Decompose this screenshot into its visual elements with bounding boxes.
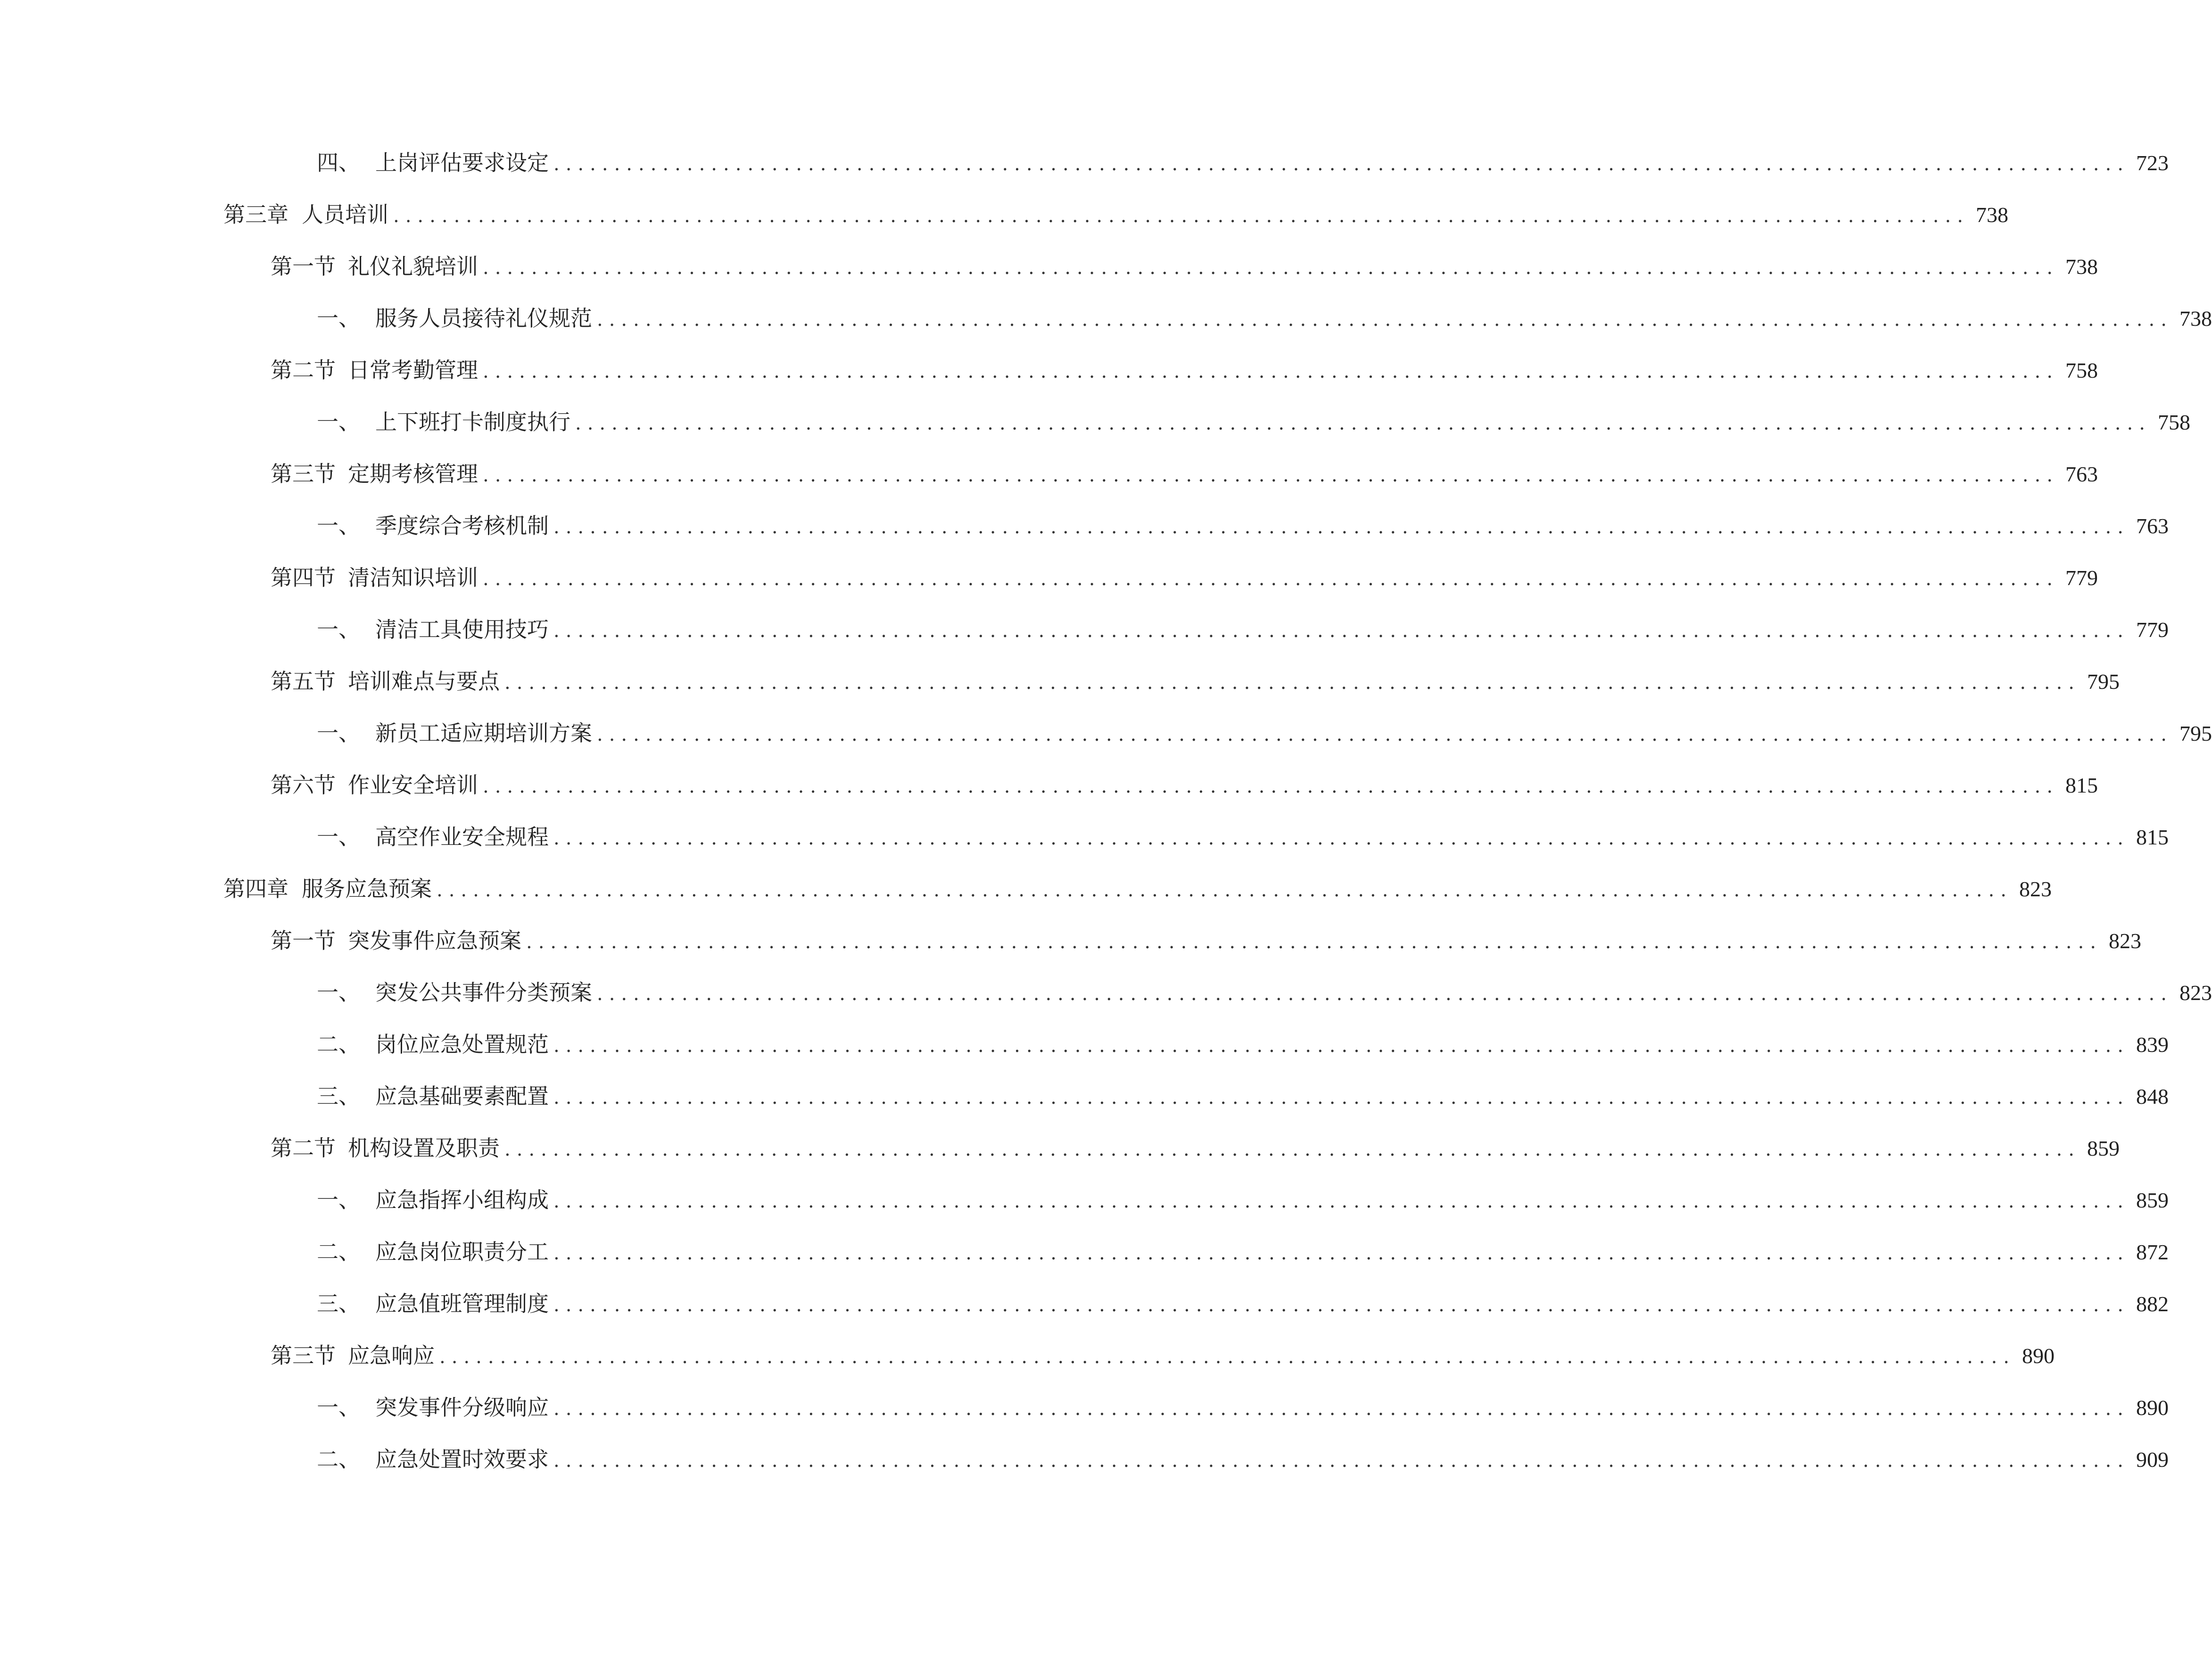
toc-row — [0, 552, 2098, 604]
toc-dot-leader: .................................................................................................................................. — [553, 1242, 2129, 1264]
toc-row — [0, 811, 2169, 863]
toc-entry-label — [317, 976, 592, 1009]
toc-entry-title: 应急基础要素配置 — [375, 1083, 549, 1109]
toc-page-number: 779 — [2136, 618, 2169, 642]
toc-page-number: 872 — [2136, 1240, 2169, 1264]
toc-entry-label — [317, 146, 549, 179]
toc-dot-leader: .................................................................................................................................. — [597, 983, 2173, 1005]
toc-entry-title: 清洁知识培训 — [348, 565, 478, 590]
toc-entry-label — [271, 665, 500, 698]
toc-dot-leader: .................................................................................................................................. — [483, 568, 2059, 590]
toc-entry-link[interactable] — [317, 1443, 2169, 1476]
toc-dot-leader: .................................................................................................................................. — [575, 413, 2151, 434]
toc-entry-number: 第二节 — [271, 1135, 336, 1161]
toc-page-number: 882 — [2136, 1292, 2169, 1316]
toc-row — [0, 189, 2008, 240]
toc-entry-label — [271, 924, 521, 957]
toc-entry-label — [271, 769, 478, 802]
toc-page-number: 890 — [2022, 1344, 2055, 1368]
toc-entry-label — [317, 1443, 549, 1476]
toc-page-number: 758 — [2157, 410, 2190, 434]
toc-entry-link[interactable] — [223, 872, 2052, 905]
toc-page-number: 738 — [2065, 255, 2098, 279]
toc-entry-number: 二、 — [317, 1032, 360, 1057]
toc-entry-title: 新员工适应期培训方案 — [375, 720, 592, 746]
toc-dot-leader: .................................................................................................................................. — [553, 1294, 2129, 1316]
toc-dot-leader: .................................................................................................................................. — [597, 724, 2173, 745]
toc-entry-label — [317, 302, 592, 335]
toc-entry-number: 一、 — [317, 1395, 360, 1420]
toc-entry-link[interactable] — [271, 1339, 2055, 1372]
toc-row — [0, 1278, 2169, 1330]
toc-entry-link[interactable] — [317, 1235, 2169, 1268]
toc-entry-title: 突发事件分级响应 — [375, 1395, 549, 1420]
toc-dot-leader: .................................................................................................................................. — [553, 1035, 2129, 1057]
toc-entry-label — [317, 1028, 549, 1061]
toc-page-number: 815 — [2065, 773, 2098, 797]
toc-page-number: 795 — [2179, 721, 2212, 745]
toc-entry-number: 一、 — [317, 409, 360, 435]
toc-entry-link[interactable] — [271, 250, 2098, 283]
toc-entry-link[interactable] — [317, 1183, 2169, 1216]
toc-entry-link[interactable] — [271, 457, 2098, 490]
toc-page-number: 909 — [2136, 1447, 2169, 1472]
toc-page-number: 738 — [1975, 203, 2008, 227]
toc-row — [0, 1122, 2120, 1174]
toc-entry-number: 第五节 — [271, 669, 336, 694]
toc-entry-title: 日常考勤管理 — [348, 357, 478, 383]
toc-page-number: 779 — [2065, 566, 2098, 590]
toc-entry-number: 第一节 — [271, 254, 336, 279]
toc-entry-label — [271, 354, 478, 387]
toc-dot-leader: .................................................................................................................................. — [393, 205, 1969, 227]
toc-entry-title: 季度综合考核机制 — [375, 513, 549, 538]
toc-page-number: 815 — [2136, 825, 2169, 849]
toc-dot-leader: .................................................................................................................................. — [437, 879, 2013, 901]
toc-entry-number: 第二节 — [271, 357, 336, 383]
toc-entry-label — [317, 1080, 549, 1113]
toc-entry-link[interactable] — [271, 1132, 2120, 1165]
toc-entry-label — [271, 561, 478, 594]
toc-entry-title: 高空作业安全规程 — [375, 824, 549, 850]
toc-entry-number: 第三节 — [271, 1343, 336, 1368]
toc-row — [0, 915, 2141, 967]
toc-page-number: 859 — [2087, 1136, 2120, 1160]
toc-entry-number: 一、 — [317, 824, 360, 850]
toc-dot-leader: .................................................................................................................................. — [553, 516, 2129, 538]
toc-entry-title: 突发公共事件分类预案 — [375, 980, 592, 1005]
toc-page-number: 758 — [2065, 358, 2098, 382]
toc-entry-title: 突发事件应急预案 — [348, 928, 521, 953]
toc-entry-title: 清洁工具使用技巧 — [375, 617, 549, 642]
toc-entry-link[interactable] — [317, 146, 2169, 179]
toc-entry-title: 定期考核管理 — [348, 461, 478, 487]
toc-page-number: 839 — [2136, 1033, 2169, 1057]
toc-page-number: 890 — [2136, 1396, 2169, 1420]
toc-entry-link[interactable] — [271, 769, 2098, 802]
toc-entry-number: 第四章 — [223, 876, 289, 901]
toc-entry-link[interactable] — [271, 561, 2098, 594]
toc-entry-link[interactable] — [271, 924, 2141, 957]
toc-entry-link[interactable] — [223, 198, 2008, 231]
toc-entry-link[interactable] — [317, 1080, 2169, 1113]
toc-row — [0, 655, 2120, 707]
toc-entry-label — [317, 1183, 549, 1216]
toc-row — [0, 967, 2212, 1018]
toc-entry-number: 三、 — [317, 1291, 360, 1316]
toc-entry-number: 一、 — [317, 980, 360, 1005]
toc-dot-leader: .................................................................................................................................. — [553, 1087, 2129, 1108]
toc-dot-leader: .................................................................................................................................. — [553, 1191, 2129, 1212]
toc-entry-label — [223, 872, 432, 905]
toc-page-number: 859 — [2136, 1188, 2169, 1212]
toc-dot-leader: .................................................................................................................................. — [483, 776, 2059, 797]
toc-entry-label — [271, 457, 478, 490]
toc-row — [0, 759, 2098, 811]
toc-row — [0, 448, 2098, 500]
toc-entry-number: 二、 — [317, 1239, 360, 1265]
toc-entry-title: 服务应急预案 — [302, 876, 432, 901]
toc-row — [0, 396, 2190, 448]
toc-entry-title: 上下班打卡制度执行 — [375, 409, 570, 435]
toc-entry-link[interactable] — [317, 1028, 2169, 1061]
toc-dot-leader: .................................................................................................................................. — [553, 620, 2129, 642]
toc-page-number: 738 — [2179, 306, 2212, 331]
toc-row — [0, 1174, 2169, 1226]
toc-dot-leader: .................................................................................................................................. — [439, 1346, 2015, 1368]
toc-entry-number: 一、 — [317, 1187, 360, 1213]
toc-row — [0, 1381, 2169, 1433]
toc-entry-title: 上岗评估要求设定 — [375, 150, 549, 175]
toc-row — [0, 240, 2098, 292]
toc-row — [0, 1226, 2169, 1278]
toc-entry-title: 作业安全培训 — [348, 772, 478, 798]
toc-row — [0, 707, 2212, 759]
toc-entry-title: 应急岗位职责分工 — [375, 1239, 549, 1265]
toc-entry-link[interactable] — [317, 717, 2212, 750]
toc-row — [0, 500, 2169, 552]
toc-entry-number: 一、 — [317, 720, 360, 746]
toc-entry-label — [271, 1339, 435, 1372]
toc-row — [0, 1070, 2169, 1122]
toc-entry-title: 机构设置及职责 — [348, 1135, 500, 1161]
toc-page-number: 723 — [2136, 151, 2169, 175]
toc-entry-number: 一、 — [317, 513, 360, 538]
toc-entry-link[interactable] — [317, 976, 2212, 1009]
toc-row — [0, 344, 2098, 396]
toc-entry-label — [317, 1235, 549, 1268]
toc-row — [0, 292, 2212, 344]
table-of-contents — [0, 137, 2212, 1485]
toc-entry-link[interactable] — [271, 354, 2098, 387]
toc-entry-title: 应急处置时效要求 — [375, 1447, 549, 1472]
toc-dot-leader: .................................................................................................................................. — [526, 931, 2102, 953]
toc-entry-number: 第一节 — [271, 928, 336, 953]
toc-entry-number: 四、 — [317, 150, 360, 175]
toc-entry-link[interactable] — [317, 1391, 2169, 1424]
toc-entry-number: 第六节 — [271, 772, 336, 798]
toc-entry-label — [223, 198, 388, 231]
toc-entry-number: 一、 — [317, 617, 360, 642]
toc-dot-leader: .................................................................................................................................. — [553, 1450, 2129, 1472]
toc-dot-leader: .................................................................................................................................. — [597, 309, 2173, 331]
toc-entry-link[interactable] — [271, 665, 2120, 698]
toc-row — [0, 604, 2169, 655]
toc-entry-title: 人员培训 — [302, 202, 388, 227]
toc-page-number: 823 — [2108, 929, 2141, 953]
toc-entry-title: 培训难点与要点 — [348, 669, 500, 694]
toc-entry-label — [317, 820, 549, 853]
toc-page-number: 795 — [2087, 670, 2120, 694]
toc-entry-title: 服务人员接待礼仪规范 — [375, 306, 592, 331]
toc-entry-link[interactable] — [317, 1287, 2169, 1320]
toc-entry-link[interactable] — [317, 613, 2169, 646]
toc-page-number: 848 — [2136, 1084, 2169, 1108]
toc-entry-title: 应急响应 — [348, 1343, 435, 1368]
toc-entry-label — [317, 405, 570, 438]
toc-entry-label — [317, 509, 549, 542]
toc-entry-link[interactable] — [317, 509, 2169, 542]
toc-entry-number: 第三节 — [271, 461, 336, 487]
toc-entry-number: 第三章 — [223, 202, 289, 227]
toc-dot-leader: .................................................................................................................................. — [504, 672, 2080, 694]
toc-dot-leader: .................................................................................................................................. — [483, 361, 2059, 382]
toc-dot-leader: .................................................................................................................................. — [504, 1139, 2080, 1160]
toc-entry-link[interactable] — [317, 302, 2212, 335]
toc-page-number: 823 — [2179, 981, 2212, 1005]
toc-entry-link[interactable] — [317, 405, 2190, 438]
toc-entry-number: 二、 — [317, 1447, 360, 1472]
toc-row — [0, 1433, 2169, 1485]
toc-dot-leader: .................................................................................................................................. — [553, 153, 2129, 175]
toc-dot-leader: .................................................................................................................................. — [553, 1398, 2129, 1420]
toc-row — [0, 863, 2052, 915]
toc-row — [0, 1330, 2055, 1381]
toc-entry-label — [271, 250, 478, 283]
toc-entry-label — [317, 1391, 549, 1424]
toc-entry-title: 应急值班管理制度 — [375, 1291, 549, 1316]
toc-dot-leader: .................................................................................................................................. — [553, 827, 2129, 849]
toc-entry-label — [317, 1287, 549, 1320]
toc-entry-label — [317, 613, 549, 646]
toc-entry-number: 三、 — [317, 1083, 360, 1109]
toc-entry-label — [271, 1132, 500, 1165]
toc-entry-link[interactable] — [317, 820, 2169, 853]
toc-entry-number: 一、 — [317, 306, 360, 331]
toc-entry-title: 礼仪礼貌培训 — [348, 254, 478, 279]
toc-page-number: 763 — [2065, 462, 2098, 486]
toc-row — [0, 137, 2169, 189]
toc-entry-title: 应急指挥小组构成 — [375, 1187, 549, 1213]
toc-dot-leader: .................................................................................................................................. — [483, 464, 2059, 486]
toc-dot-leader: .................................................................................................................................. — [483, 257, 2059, 279]
toc-row — [0, 1018, 2169, 1070]
toc-entry-label — [317, 717, 592, 750]
toc-page-number: 763 — [2136, 514, 2169, 538]
toc-entry-number: 第四节 — [271, 565, 336, 590]
toc-page-number: 823 — [2019, 877, 2052, 901]
toc-entry-title: 岗位应急处置规范 — [375, 1032, 549, 1057]
